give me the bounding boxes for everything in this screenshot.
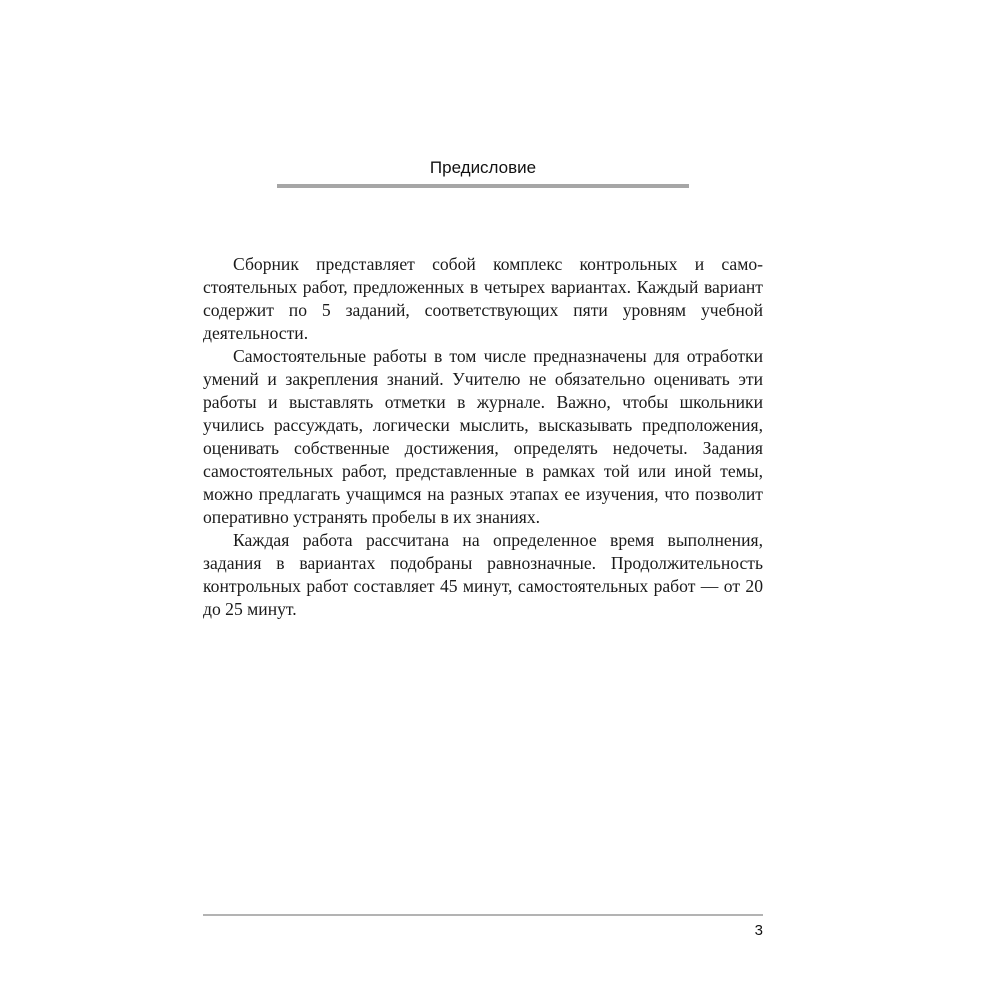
paragraph-1: Сборник представляет собой комплекс контрольных и самостоятельных работ, предложенных в четырех вариантах. Каждый вариант содержит по 5 заданий, соответствующих пяти уровням учебной деятельности. <box>203 254 763 343</box>
page-title: Предисловие <box>429 158 537 177</box>
header-rule <box>277 184 689 188</box>
page-number: 3 <box>754 922 763 939</box>
body-text <box>203 253 763 621</box>
footer-rule <box>203 914 763 916</box>
paragraph-2: Самостоятельные работы в том числе предназначены для отработки умений и закрепления знаний. Учителю не обязательно оценивать эти работы и выставлять отметки в журнале. Важно, чтобы школьники учились рассуждать, логически мыслить, высказывать предположения, оценивать собственные достижения, определять недочеты. Задания самостоятельных работ, представленные в рамках той или иной темы, можно предлагать учащимся на разных этапах ее изучения, что позволит оперативно устранять пробелы в их знаниях. <box>203 346 763 527</box>
paragraph-3: Каждая работа рассчитана на определенное время выполнения, задания в вариантах подобраны равнозначные. Продолжительность контрольных работ составляет 45 минут, самостоятельных работ — от 20 до 25 минут. <box>203 530 763 619</box>
